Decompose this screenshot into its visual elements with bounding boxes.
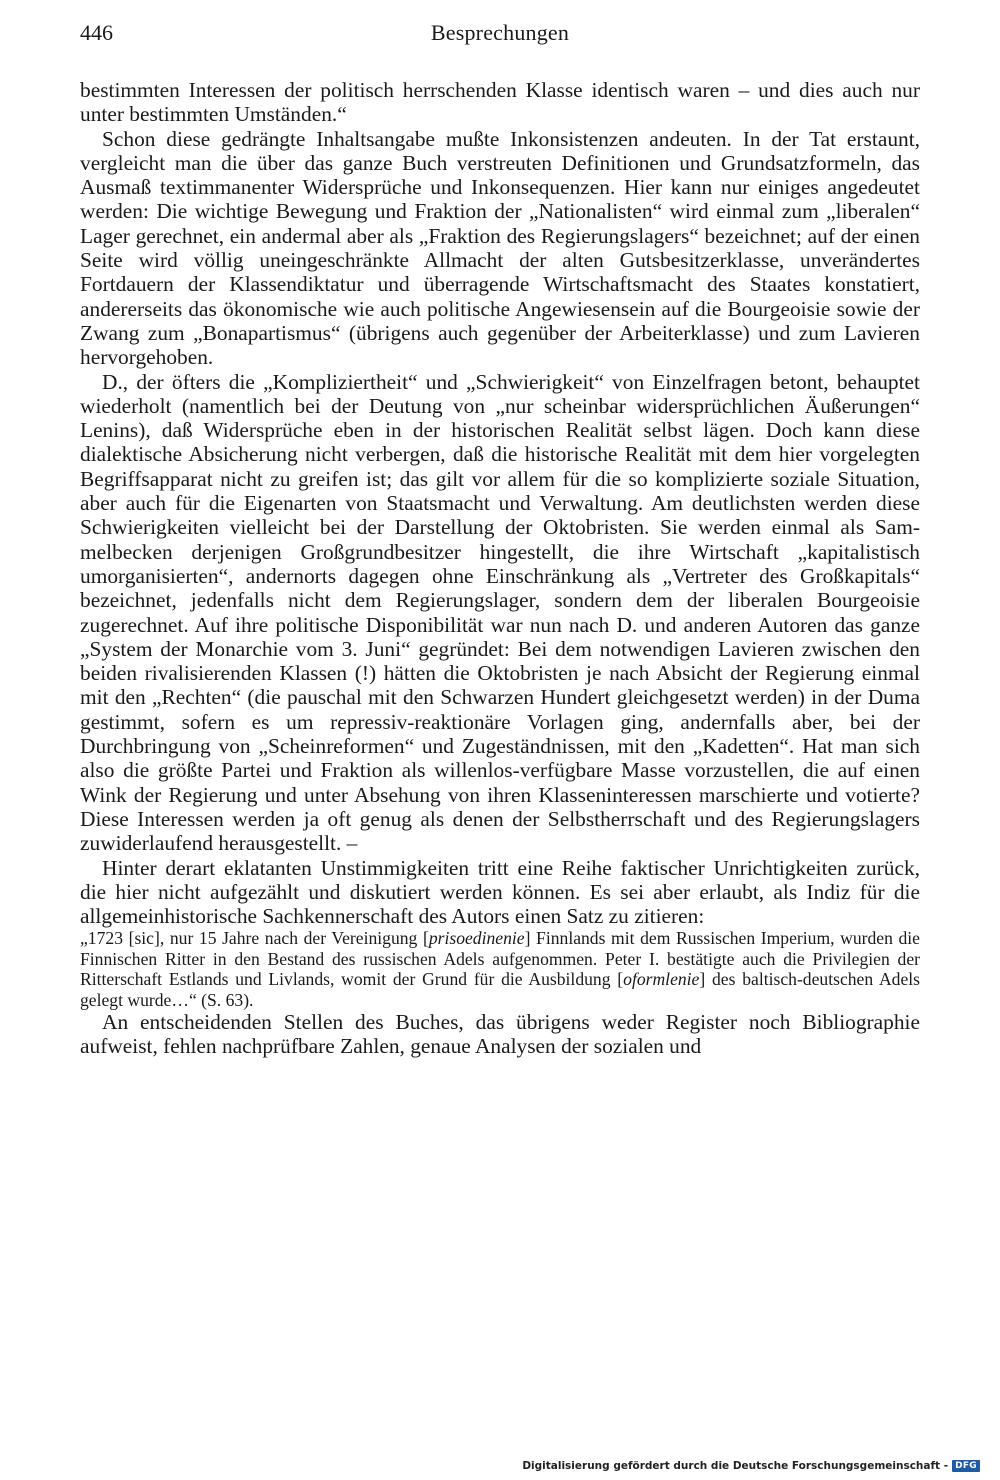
body-text (80, 78, 920, 1059)
page-number: 446 (80, 20, 113, 45)
quote-term-2: oformlenie (623, 969, 700, 990)
digitization-footer (522, 1460, 980, 1472)
paragraph-5: An entscheidenden Stellen des Buches, das übrigens weder Register noch Bibliographie aufweist, fehlen nachprüfbare Zahlen, genaue Analysen der sozialen und (80, 1010, 920, 1059)
quote-term-1: prisoedinenie (428, 928, 525, 949)
paragraph-2: Schon diese gedrängte Inhaltsangabe mußte Inkonsistenzen andeuten. In der Tat erstaunt, vergleicht man die über das ganze Buch verstreuten Definitionen und Grundsatzformeln, das Ausmaß textimmanenter Widersprüche und Inkonsequenzen. Hier kann nur einiges angedeutet werden: Die wichtige Bewegung und Fraktion der „Nationalisten“ wird einmal zum „liberalen“ Lager gerechnet, ein andermal aber als „Fraktion des Regierungslagers“ bezeichnet; auf der einen Seite wird völlig uneingeschränkte Allmacht der alten Gutsbesitzerklasse, unverändertes Fortdauern der Klassendiktatur und überragende Wirtschaftsmacht des Staates konstatiert, andererseits das ökonomische wie auch politische Angewiesensein auf die Bourgeoisie sowie der Zwang zum „Bonapartismus“ (übrigens auch gegenüber der Arbeiterklasse) und zum Lavieren hervorgehoben. (80, 126, 920, 370)
paragraph-1: bestimmten Interessen der politisch herrschenden Klasse identisch waren – und dies auch nur unter bestimmten Umständen.“ (80, 78, 920, 127)
quote-text-1: „1723 [sic], nur 15 Jahre nach der Vereinigung [ (80, 928, 429, 949)
paragraph-3: D., der öfters die „Kompliziertheit“ und „Schwierigkeit“ von Einzelfragen betont, behauptet wiederholt (namentlich bei der Deutung von „nur scheinbar widersprüchlichen Äußerungen“ Lenins), daß Widersprüche eben in der historischen Realität selbst lägen. Doch kann diese dialektische Absicherung nicht verbergen, daß die historische Realität mit dem hier vorgelegten Begriffsapparat nicht zu greifen ist; das gilt vor allem für die so komplizierte soziale Situation, aber auch für die Eigenarten von Staatsmacht und Verwaltung. Am deutlichsten werden diese Schwierigkeiten vielleicht bei der Darstellung der Oktobristen. Sie werden einmal als Sammelbecken derjenigen Großgrundbesitzer hingestellt, die ihre Wirtschaft „kapitalistisch umorganisierten“, andernorts dagegen ohne Einschränkung als „Vertreter des Großkapitals“ bezeichnet, jedenfalls nicht dem Regierungslager, sondern dem der liberalen Bourgeoisie zugerechnet. Auf ihre politische Disponibilität war nun nach D. und anderen Autoren das ganze „System der Monarchie vom 3. Juni“ gegründet: Bei dem notwendigen Lavieren zwischen den beiden rivalisierenden Klassen (!) hätten die Oktobristen je nach Absicht der Regierung einmal mit den „Rechten“ (die pauschal mit den Schwarzen Hundert gleichgesetzt werden) in der Duma gestimmt, sofern es um repressiv-reaktionäre Vorlagen ging, andernfalls aber, bei der Durchbringung von „Scheinreformen“ und Zugeständnissen, mit den „Kadetten“. Hat man sich also die größte Partei und Fraktion als willenlos-verfügbare Masse vorzustellen, die auf einen Wink der Regierung und unter Absehung von ihren Klasseninteressen marschierte und votierte? Diese Interessen werden ja oft genug als denen der Selbstherrschaft und des Regierungslagers zuwiderlaufend herausgestellt. – (80, 369, 920, 856)
quote-text-3: ] des baltisch-deutschen Adels gelegt wurde…“ (S. 63). (80, 969, 920, 1010)
page-header (80, 20, 920, 54)
running-head: Besprechungen (430, 20, 570, 45)
quote-text-2: ] Finnlands mit dem Russischen Imperium, wurden die Finnischen Ritter in den Bestand des russischen Adels aufgenommen. Peter I. bestätigte auch die Privilegien der Ritterschaft Estlands und Livlands, womit der Grund für die Ausbildung [ (80, 928, 920, 990)
footer-credit: Digitalisierung gefördert durch die Deutsche Forschungsgemeinschaft - (522, 1460, 949, 1472)
paragraph-4: Hinter derart eklatanten Unstimmigkeiten tritt eine Reihe faktischer Unrichtigkeiten zurück, die hier nicht aufgezählt und diskutiert werden können. Es sei aber erlaubt, als Indiz für die allgemeinhistorische Sachkennerschaft des Autors einen Satz zu zitieren: (80, 855, 920, 929)
block-quote (80, 928, 920, 1010)
dfg-logo: DFG (952, 1460, 980, 1472)
